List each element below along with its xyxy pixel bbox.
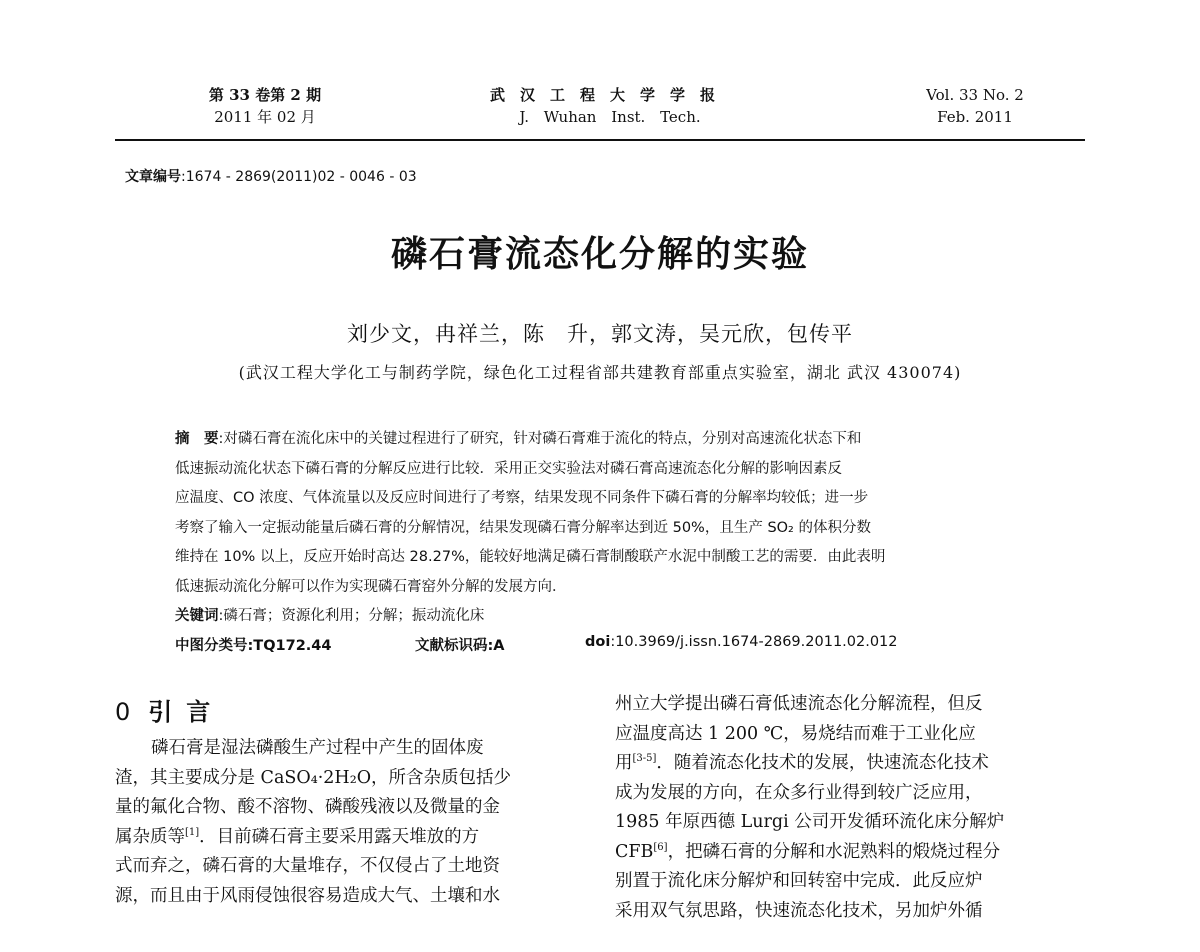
body-line: 应温度高达 1 200 ℃，易烧结而难于工业化应 — [615, 723, 976, 744]
header-right — [900, 84, 1050, 128]
abstract-line: 应温度、CO 浓度、气体流量以及反应时间进行了考察，结果发现不同条件下磷石膏的分解率均较低；进一步 — [175, 490, 869, 506]
abstract-line: 维持在 10% 以上，反应开始时高达 28.27%，能较好地满足磷石膏制酸联产水泥中制酸工艺的需要．由此表明 — [175, 549, 886, 565]
date-en: Feb. 2011 — [937, 108, 1013, 126]
header-left — [190, 84, 340, 128]
journal-name-en: J. Wuhan Inst. Tech. — [519, 108, 701, 126]
body-line: 渣，其主要成分是 CaSO₄·2H₂O，所含杂质包括少 — [115, 767, 512, 788]
article-number-value: :1674 - 2869(2011)02 - 0046 - 03 — [181, 169, 417, 185]
keywords-label: 关键词 — [175, 608, 219, 624]
body-line: 式而弃之，磷石膏的大量堆存，不仅侵占了土地资 — [115, 856, 500, 876]
abstract-line: 摘 要:对磷石膏在流化床中的关键过程进行了研究，针对磷石膏难于流化的特点，分别对高速流化状态下和 — [175, 431, 862, 447]
body-line: 属杂质等[1]．目前磷石膏主要采用露天堆放的方 — [115, 826, 480, 847]
body-line: 磷石膏是湿法磷酸生产过程中产生的固体废 — [151, 738, 484, 758]
paper-title: 磷石膏流态化分解的实验 — [390, 233, 809, 275]
abstract-line: 低速振动流化分解可以作为实现磷石膏窑外分解的发展方向． — [175, 578, 567, 595]
body-line: 采用双气氛思路，快速流态化技术，另加炉外循 — [615, 900, 983, 921]
left-column — [115, 690, 585, 911]
body-line: 源，而且由于风雨侵蚀很容易造成大气、土壤和水 — [115, 885, 500, 906]
body-line: 用[3-5]．随着流态化技术的发展，快速流态化技术 — [615, 753, 989, 773]
abstract — [175, 425, 1045, 632]
abstract-line: 低速振动流化状态下磷石膏的分解反应进行比较．采用正交实验法对磷石膏高速流态化分解的影响因素反 — [175, 460, 842, 477]
volume-issue-en: Vol. 33 No. 2 — [926, 86, 1024, 104]
affiliation: (武汉工程大学化工与制药学院，绿色化工过程省部共建教育部重点实验室，湖北 武汉 430074) — [238, 363, 962, 382]
article-number-label: 文章编号 — [125, 169, 181, 185]
article-number — [125, 166, 417, 186]
header-center — [460, 84, 760, 128]
abstract-label: 摘 要 — [175, 431, 219, 447]
body-line: 成为发展的方向，在众多行业得到较广泛应用， — [615, 782, 983, 803]
body-line: 州立大学提出磷石膏低速流态化分解流程，但反 — [615, 694, 983, 714]
citation-ref: [1] — [185, 826, 200, 838]
abstract-line: 考察了输入一定振动能量后磷石膏的分解情况，结果发现磷石膏分解率达到近 50%，且生产 SO₂ 的体积分数 — [175, 519, 871, 536]
clc-number: 中图分类号:TQ172.44 — [175, 638, 332, 654]
body-line: 别置于流化床分解炉和回转窑中完成．此反应炉 — [615, 871, 983, 891]
author-list: 刘少文，冉祥兰，陈 升，郭文涛，吴元欣，包传平 — [347, 322, 853, 346]
section-number: 0 — [115, 698, 131, 726]
volume-issue-zh: 第 33 卷第 2 期 — [208, 86, 322, 104]
body-line: 1985 年原西德 Lurgi 公司开发循环流化床分解炉 — [615, 812, 1005, 832]
doi: doi:10.3969/j.issn.1674-2869.2011.02.012 — [585, 634, 898, 650]
body-line: CFB[6]，把磷石膏的分解和水泥熟料的煅烧过程分 — [615, 841, 1001, 862]
document-code: 文献标识码:A — [415, 638, 505, 654]
citation-ref: [3-5] — [632, 753, 657, 764]
body-line: 量的氟化合物、酸不溶物、磷酸残液以及微量的金 — [115, 797, 500, 817]
keywords-value: :磷石膏；资源化利用；分解；振动流化床 — [218, 608, 485, 624]
keywords — [175, 602, 1045, 632]
header-rule — [115, 139, 1085, 141]
section-title: 引言 — [148, 698, 225, 726]
right-column — [615, 690, 1085, 926]
citation-ref: [6] — [653, 841, 668, 853]
section-heading — [115, 690, 585, 734]
journal-name-zh: 武汉工程大学学报 — [489, 86, 730, 104]
date-zh: 2011 年 02 月 — [214, 108, 316, 126]
